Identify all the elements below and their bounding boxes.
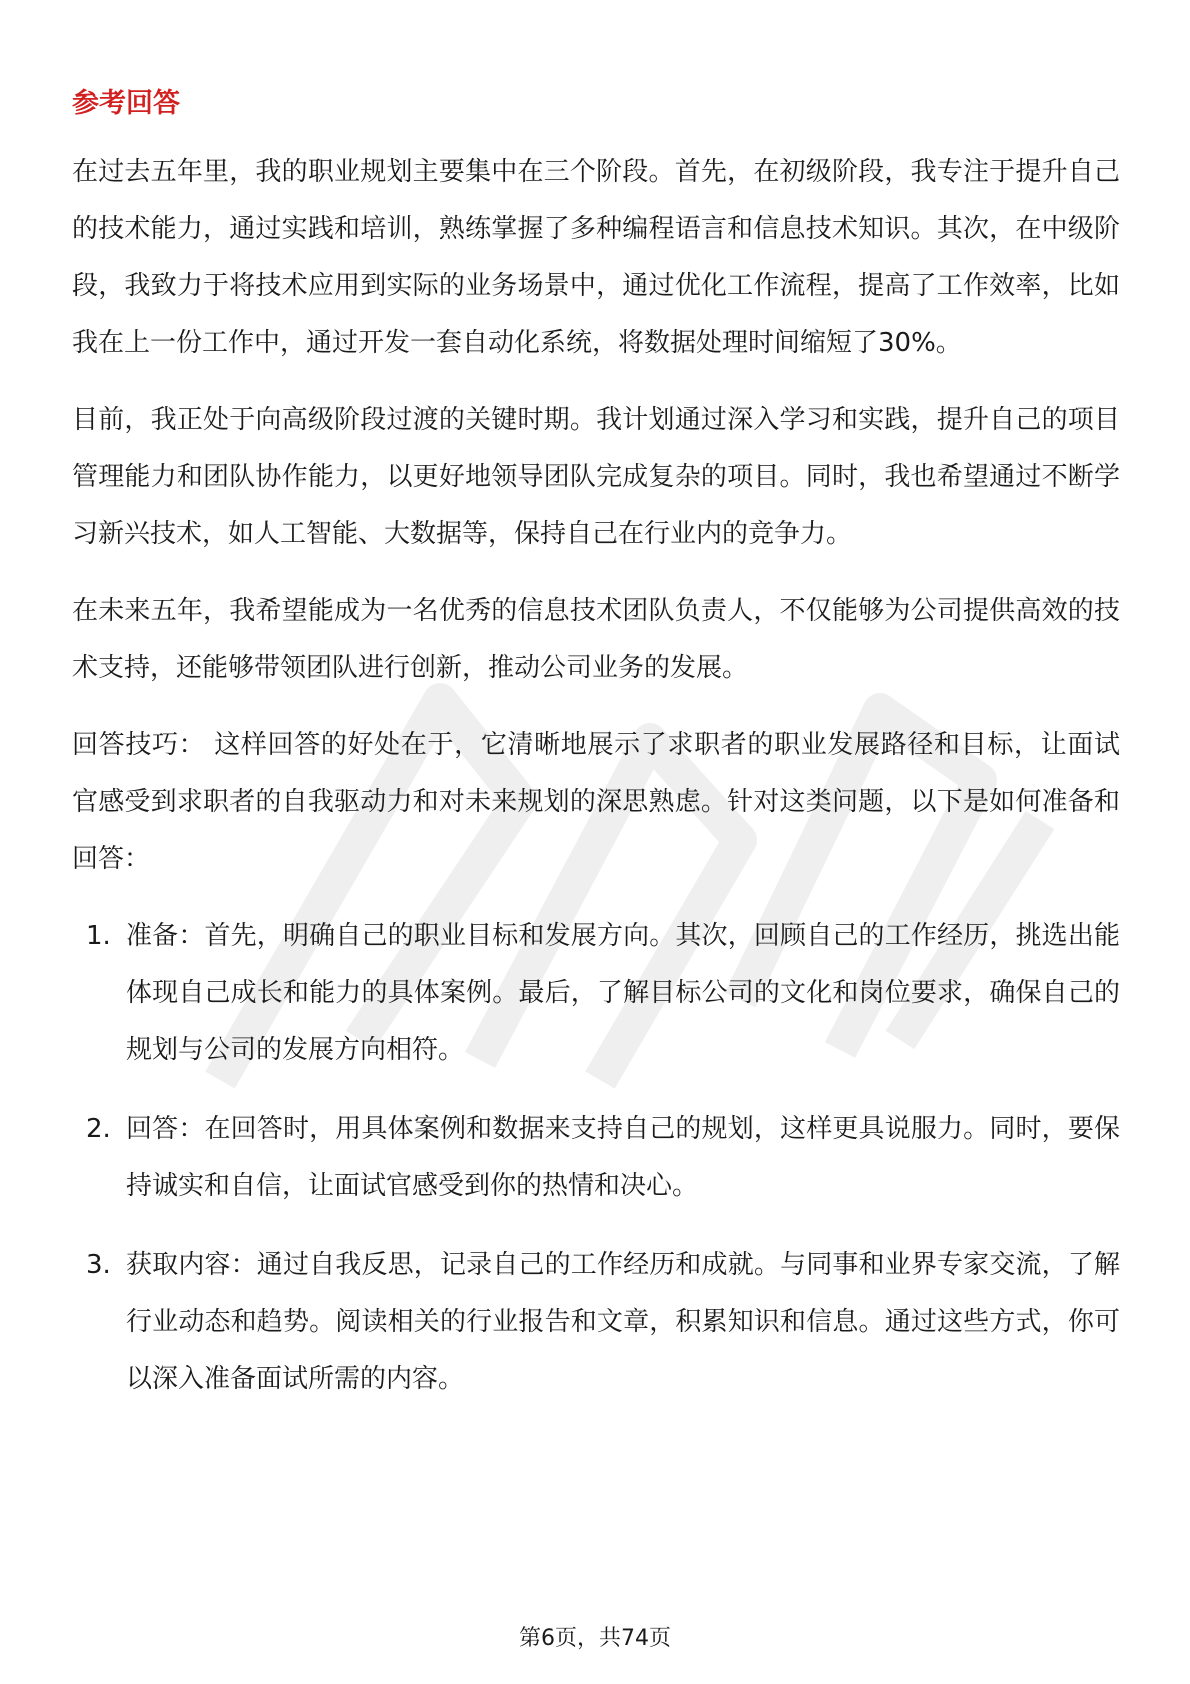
list-item — [72, 1101, 1120, 1215]
list-item-text: 准备：首先，明确自己的职业目标和发展方向。其次，回顾自己的工作经历，挑选出能体现自己成长和能力的具体案例。最后，了解目标公司的文化和岗位要求，确保自己的规划与公司的发展方向相符。 — [126, 921, 1120, 1065]
document-page — [72, 84, 1120, 1430]
list-item-number: 1. — [86, 921, 111, 951]
list-item-number: 2. — [86, 1114, 111, 1144]
answer-paragraph-1: 在过去五年里，我的职业规划主要集中在三个阶段。首先，在初级阶段，我专注于提升自己的技术能力，通过实践和培训，熟练掌握了多种编程语言和信息技术知识。其次，在中级阶段，我致力于将技术应用到实际的业务场景中，通过优化工作流程，提高了工作效率，比如我在上一份工作中，通过开发一套自动化系统，将数据处理时间缩短了30%。 — [72, 157, 1120, 358]
section-heading: 参考回答 — [72, 88, 180, 119]
answer-paragraph-2: 目前，我正处于向高级阶段过渡的关键时期。我计划通过深入学习和实践，提升自己的项目管理能力和团队协作能力，以更好地领导团队完成复杂的项目。同时，我也希望通过不断学习新兴技术，如人工智能、大数据等，保持自己在行业内的竞争力。 — [72, 405, 1120, 549]
list-item-number: 3. — [86, 1250, 111, 1280]
list-item — [72, 1237, 1120, 1408]
answer-paragraph-3: 在未来五年，我希望能成为一名优秀的信息技术团队负责人，不仅能够为公司提供高效的技术支持，还能够带领团队进行创新，推动公司业务的发展。 — [72, 596, 1120, 683]
list-item-text: 回答：在回答时，用具体案例和数据来支持自己的规划，这样更具说服力。同时，要保持诚实和自信，让面试官感受到你的热情和决心。 — [126, 1114, 1120, 1201]
list-item — [72, 908, 1120, 1079]
page-number-footer: 第6页，共74页 — [519, 1626, 671, 1651]
tips-paragraph: 回答技巧： 这样回答的好处在于，它清晰地展示了求职者的职业发展路径和目标，让面试官感受到求职者的自我驱动力和对未来规划的深思熟虑。针对这类问题，以下是如何准备和回答： — [72, 730, 1120, 874]
list-item-text: 获取内容：通过自我反思，记录自己的工作经历和成就。与同事和业界专家交流，了解行业动态和趋势。阅读相关的行业报告和文章，积累知识和信息。通过这些方式，你可以深入准备面试所需的内容。 — [126, 1250, 1120, 1394]
tips-list — [72, 908, 1120, 1408]
